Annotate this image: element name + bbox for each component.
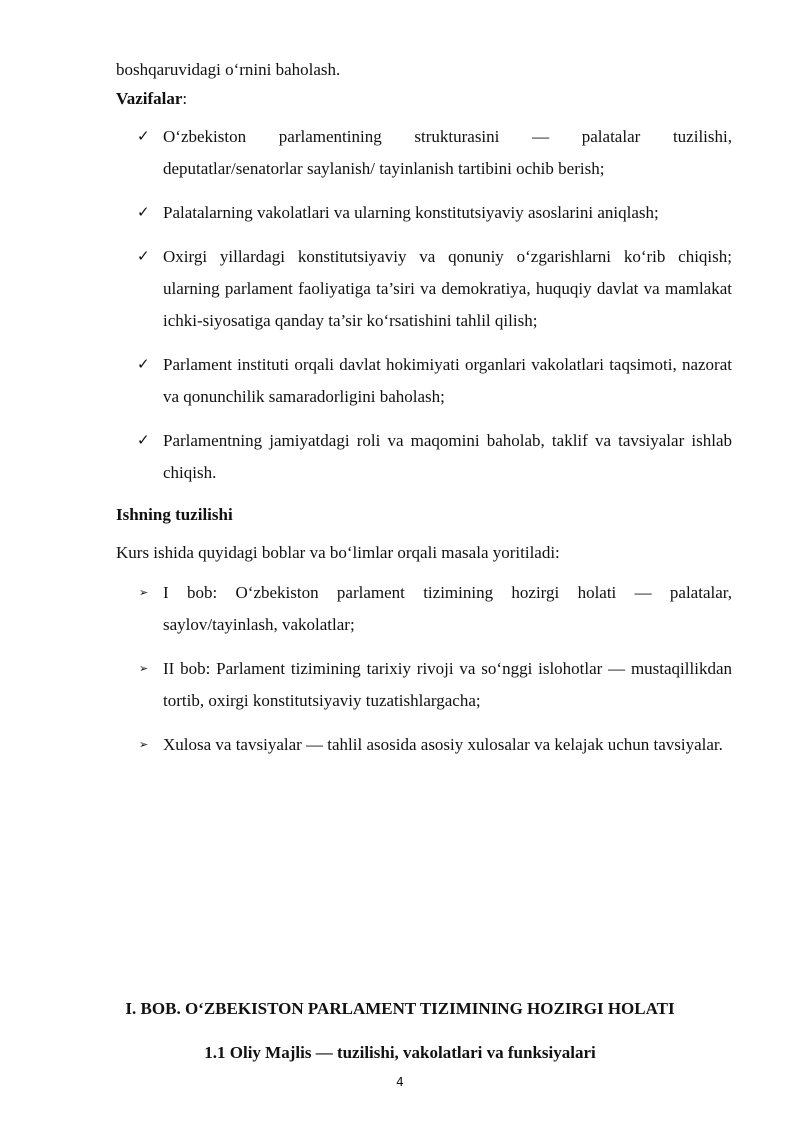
arrowhead-icon: ➢ [139, 739, 149, 751]
list-item [116, 577, 732, 641]
structure-heading: Ishning tuzilishi [116, 505, 233, 524]
arrowhead-icon: ➢ [139, 587, 149, 599]
task-text: O‘zbekiston parlamentining strukturasini — palatalar tuzilishi, deputatlar/senatorlar saylanish/ tayinlanish tartibini ochib berish; [163, 127, 732, 178]
page-content [116, 56, 732, 773]
task-text: Palatalarning vakolatlari va ularning konstitutsiyaviy asoslarini aniqlash; [163, 203, 659, 222]
check-icon: ✓ [137, 357, 150, 373]
task-text: Oxirgi yillardagi konstitutsiyaviy va qonuniy o‘zgarishlarni ko‘rib chiqish; ularning parlament faoliyatiga ta’siri va demokratiya, huquqiy davlat va mamlakat ichki-siyosatiga qanday ta’sir ko‘rsatishini tahlil qilish; [163, 247, 732, 330]
section-title: 1.1 Oliy Majlis — tuzilishi, vakolatlari va funksiyalari [204, 1043, 596, 1062]
list-item [116, 349, 732, 413]
continued-text: boshqaruvidagi o‘rnini baholash. [116, 60, 341, 79]
arrowhead-icon: ➢ [139, 663, 149, 675]
task-text: Parlament instituti orqali davlat hokimiyati organlari vakolatlari taqsimoti, nazorat va qonunchilik samaradorligini baholash; [163, 355, 732, 406]
list-item [116, 729, 732, 761]
structure-intro: Kurs ishida quyidagi boblar va bo‘limlar orqali masala yoritiladi: [116, 543, 560, 562]
tasks-heading: Vazifalar [116, 89, 183, 108]
chapter-title: I. BOB. O‘ZBEKISTON PARLAMENT TIZIMINING HOZIRGI HOLATI [125, 999, 675, 1018]
check-icon: ✓ [137, 129, 150, 145]
check-icon: ✓ [137, 249, 150, 265]
structure-text: II bob: Parlament tizimining tarixiy rivoji va so‘nggi islohotlar — mustaqillikdan tortib, oxirgi konstitutsiyaviy tuzatishlargacha; [163, 659, 732, 710]
list-item [116, 653, 732, 717]
tasks-heading-line [116, 85, 732, 113]
list-item [116, 425, 732, 489]
list-item [116, 241, 732, 337]
check-icon: ✓ [137, 433, 150, 449]
tasks-heading-colon: : [182, 89, 188, 108]
structure-text: I bob: O‘zbekiston parlament tizimining hozirgi holati — palatalar, saylov/tayinlash, vakolatlar; [163, 583, 732, 634]
task-text: Parlamentning jamiyatdagi roli va maqomini baholab, taklif va tavsiyalar ishlab chiqish. [163, 431, 732, 482]
structure-text: Xulosa va tavsiyalar — tahlil asosida asosiy xulosalar va kelajak uchun tavsiyalar. [163, 735, 723, 754]
list-item [116, 197, 732, 229]
tasks-list [116, 121, 732, 489]
check-icon: ✓ [137, 205, 150, 221]
page-number: 4 [396, 1075, 404, 1089]
list-item [116, 121, 732, 185]
structure-list [116, 577, 732, 761]
